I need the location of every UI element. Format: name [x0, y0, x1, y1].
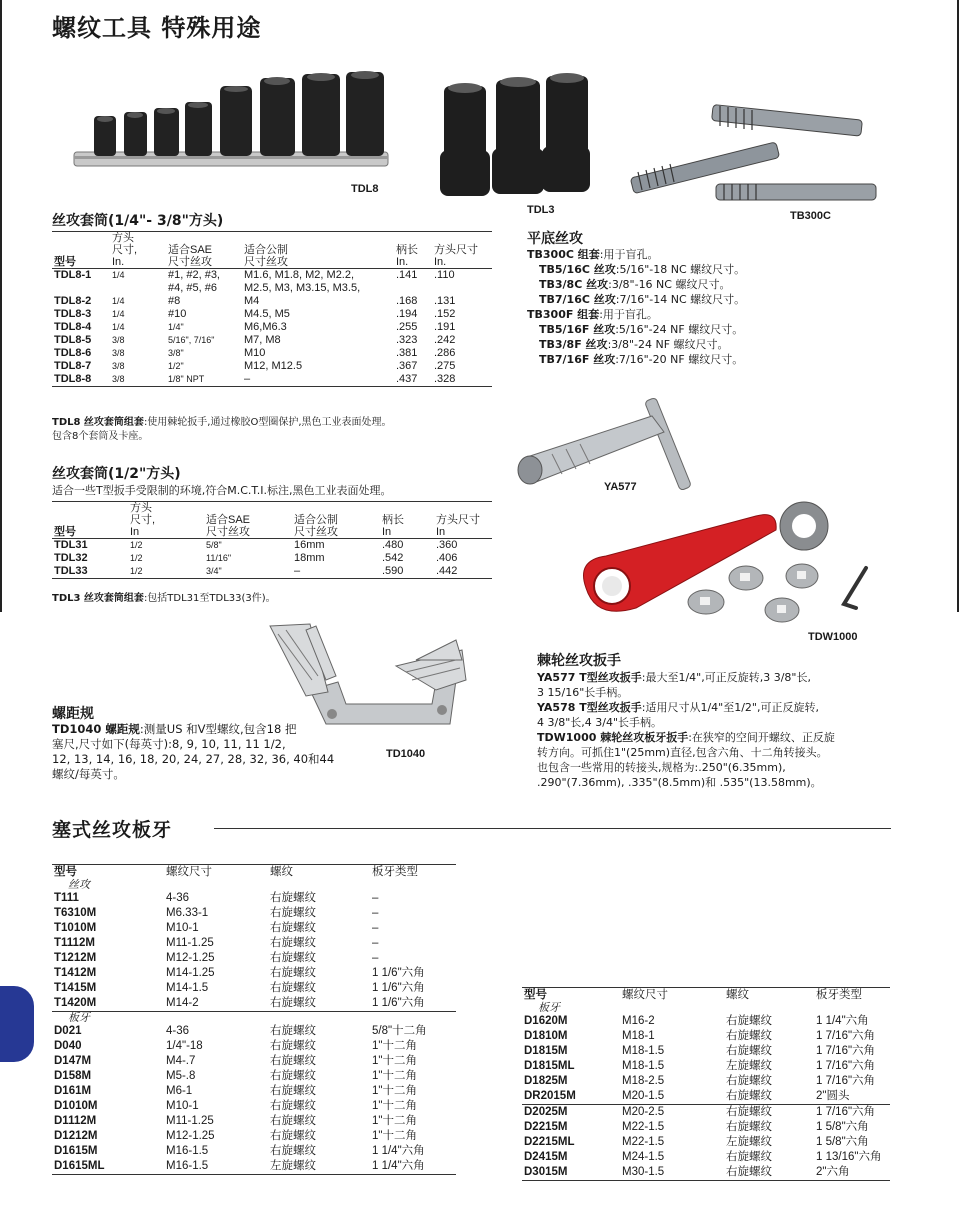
tb300c-label: TB300C	[790, 210, 831, 222]
table-row: D2215ML M22-1.5 左旋螺纹 1 5/8"六角	[524, 1136, 869, 1148]
table-row: D1615ML M16-1.5 左旋螺纹 1 1/4"六角	[52, 1159, 456, 1175]
table-row: TDL8-8 3/8 1/8" NPT – .437 .328	[52, 373, 492, 387]
section-rule	[214, 828, 891, 829]
tdl3-socket-set-image	[440, 72, 590, 200]
tdw1000-ratchet-wrench-image	[566, 500, 876, 630]
section-title-plug-taps-dies: 塞式丝攻板牙	[52, 819, 173, 841]
tdl8-spec-table	[52, 231, 492, 387]
tdl3-set-note: TDL3 丝攻套筒组套:包括TDL31至TDL33(3件)。	[52, 593, 276, 604]
table-row: D1815ML M18-1.5 左旋螺纹 1 7/16"六角	[524, 1060, 876, 1072]
table-row: D1815M M18-1.5 右旋螺纹 1 7/16"六角	[524, 1045, 876, 1057]
col-thread: 螺纹	[726, 989, 749, 1001]
table-row: D2025M M20-2.5 右旋螺纹 1 7/16"六角	[522, 1105, 890, 1121]
table-row: T1415M M14-1.5 右旋螺纹 1 1/6"六角	[54, 982, 425, 994]
tdl3-spec-table	[52, 501, 492, 579]
ya577-t-wrench-image	[512, 386, 732, 496]
table-row: D1112M M11-1.25 右旋螺纹 1"十二角	[54, 1115, 417, 1127]
table-header-row	[52, 232, 492, 269]
col-sae: 适合SAE 尺寸丝攻	[206, 514, 251, 538]
table-header-row	[52, 502, 492, 539]
bottoming-line: TB7/16C 丝攻:7/16"-14 NC 螺纹尺寸。	[539, 293, 746, 306]
bottoming-line: TB3/8F 丝攻:3/8"-24 NF 螺纹尺寸。	[539, 338, 729, 351]
group-label-row: 丝攻	[68, 879, 90, 891]
col-drive: 方头 尺寸, In	[130, 502, 156, 538]
table-row: T1212M M12-1.25 右旋螺纹 –	[54, 952, 379, 964]
bottoming-list	[527, 247, 927, 367]
bottoming-line: TB5/16C 丝攻:5/16"-18 NC 螺纹尺寸。	[539, 263, 746, 276]
table-row: D040 1/4"-18 右旋螺纹 1"十二角	[54, 1040, 417, 1052]
table-row: D1010M M10-1 右旋螺纹 1"十二角	[54, 1100, 417, 1112]
col-sae: 适合SAE 尺寸丝攻	[168, 244, 213, 268]
table-row: TDL32 1/2 11/16" 18mm .542 .406	[54, 552, 458, 564]
table-row: DR2015M M20-1.5 右旋螺纹 2"圆头	[524, 1090, 850, 1102]
page-frame-left	[0, 0, 2, 612]
col-die-type: 板牙类型	[816, 989, 862, 1001]
col-model: 型号	[54, 526, 76, 538]
bottoming-line: TB300F 组套:用于盲孔。	[527, 308, 658, 321]
section-title-bottoming: 平底丝攻	[527, 231, 583, 247]
section-title-pitch-gauge: 螺距规	[52, 706, 94, 722]
table-row: D2215M M22-1.5 右旋螺纹 1 5/8"六角	[524, 1121, 869, 1133]
table-row: TDL8-4 1/4 1/4" M6,M6.3 .255 .191	[54, 321, 456, 333]
table-row: D1615M M16-1.5 右旋螺纹 1 1/4"六角	[54, 1145, 425, 1157]
tdl8-socket-set-image	[72, 68, 392, 184]
col-square: 方头尺寸 In	[436, 514, 480, 538]
tdw1000-label: TDW1000	[808, 631, 858, 643]
table-row: D1825M M18-2.5 右旋螺纹 1 7/16"六角	[524, 1075, 876, 1087]
table-row: TDL8-7 3/8 1/2" M12, M12.5 .367 .275	[54, 360, 456, 372]
table-row: TDL31 1/2 5/8" 16mm .480 .360	[52, 539, 492, 553]
section-title-ratchet: 棘轮丝攻扳手	[537, 653, 621, 669]
col-thread-size: 螺纹尺寸	[166, 866, 212, 878]
col-shank: 柄长 In	[382, 514, 404, 538]
col-model: 型号	[54, 866, 77, 878]
col-thread: 螺纹	[270, 866, 293, 878]
section-title-tdl3: 丝攻套筒(1/2"方头)	[52, 466, 181, 482]
table-row: D1620M M16-2 右旋螺纹 1 1/4"六角	[524, 1015, 869, 1027]
plug-table-right	[522, 987, 890, 1181]
bottoming-line: TB7/16F 丝攻:7/16"-20 NF 螺纹尺寸。	[539, 353, 744, 366]
group-label-row: 板牙	[52, 1012, 456, 1025]
table-row: TDL8-5 3/8 5/16", 7/16" M7, M8 .323 .242	[54, 334, 456, 346]
bottoming-line: TB300C 组套:用于盲孔。	[527, 248, 659, 261]
table-row: D1810M M18-1 右旋螺纹 1 7/16"六角	[524, 1030, 876, 1042]
table-row: D1212M M12-1.25 右旋螺纹 1"十二角	[54, 1130, 417, 1142]
tdl3-intro: 适合一些T型扳手受限制的环境,符合M.C.T.I.标注,黑色工业表面处理。	[52, 484, 392, 497]
bottoming-line: TB3/8C 丝攻:3/8"-16 NC 螺纹尺寸。	[539, 278, 731, 291]
table-row: T1412M M14-1.25 右旋螺纹 1 1/6"六角	[54, 967, 425, 979]
tdl8-label: TDL8	[351, 183, 379, 195]
col-square: 方头尺寸 In.	[434, 244, 478, 268]
table-row: D021 4-36 右旋螺纹 5/8"十二角	[54, 1025, 427, 1037]
col-metric: 适合公制 尺寸丝攻	[244, 244, 288, 268]
td1040-label: TD1040	[386, 748, 426, 760]
col-model: 型号	[54, 256, 76, 268]
tdl8-set-note: TDL8 丝攻套筒组套:使用棘轮扳手,通过橡胶O型圈保护,黑色工业表面处理。 包含8个套筒及卡座。	[52, 417, 392, 442]
table-row: TDL8-2 1/4 #8 M4 .168 .131	[54, 295, 456, 307]
bottoming-line: TB5/16F 丝攻:5/16"-24 NF 螺纹尺寸。	[539, 323, 744, 336]
col-die-type: 板牙类型	[372, 866, 418, 878]
table-header-row	[522, 988, 890, 1003]
col-drive: 方头 尺寸, In.	[112, 232, 138, 268]
table-row: T111 4-36 右旋螺纹 –	[54, 892, 379, 904]
ratchet-description: YA577 T型丝攻扳手:最大至1/4",可正反旋转,3 3/8"长, 3 15/16"长手柄。 YA578 T型丝攻扳手:适用尺寸从1/4"至1/2",可正反旋转, 4 3/8"长,4 3/4"长手柄。 TDW1000 棘轮丝攻板牙扳手:在狭窄的空间开螺纹、正反旋 转方向。可抓住1"(25mm)直径,包含六角、十二角转接头。 也包含一些常用的转接头,规格为:.250"(6.35mm), .290"(7.36mm), .335"(8.5mm)和 .535"(13.58mm)。	[537, 671, 835, 789]
table-header-row	[52, 865, 456, 880]
table-row: T1420M M14-2 右旋螺纹 1 1/6"六角	[54, 997, 425, 1009]
ya577-label: YA577	[604, 481, 637, 493]
pitch-gauge-description: TD1040 螺距规:测量US 和V型螺纹,包含18 把 塞尺,尺寸如下(每英寸):8, 9, 10, 11, 11 1/2, 12, 13, 14, 16, 18, 20, 24, 27, 28, 32, 36, 40和44 螺纹/每英寸。	[52, 722, 335, 781]
table-row: TDL8-1 1/4 #1, #2, #3, #4, #5, #6 M1.6, M1.8, M2, M2.2, M2.5, M3, M3.15, M3.5, .141 .110	[52, 269, 492, 296]
col-thread-size: 螺纹尺寸	[622, 989, 668, 1001]
table-row: D147M M4-.7 右旋螺纹 1"十二角	[54, 1055, 417, 1067]
page-title: 螺纹工具 特殊用途	[52, 14, 262, 42]
table-row: T6310M M6.33-1 右旋螺纹 –	[54, 907, 379, 919]
table-row: D3015M M30-1.5 右旋螺纹 2"六角	[522, 1165, 890, 1181]
tdl3-label: TDL3	[527, 204, 555, 216]
col-metric: 适合公制 尺寸丝攻	[294, 514, 338, 538]
section-tab-marker	[0, 986, 34, 1062]
table-row: T1112M M11-1.25 右旋螺纹 –	[54, 937, 379, 949]
table-row: D158M M5-.8 右旋螺纹 1"十二角	[54, 1070, 417, 1082]
plug-table-left	[52, 864, 456, 1175]
group-label-row: 板牙	[538, 1002, 560, 1014]
table-row: D2415M M24-1.5 右旋螺纹 1 13/16"六角	[524, 1151, 882, 1163]
table-row: TDL33 1/2 3/4" – .590 .442	[52, 565, 492, 579]
table-row: T1010M M10-1 右旋螺纹 –	[54, 922, 379, 934]
table-row: TDL8-6 3/8 3/8" M10 .381 .286	[54, 347, 456, 359]
col-model: 型号	[524, 989, 547, 1001]
tb300c-taps-image	[624, 98, 880, 210]
section-title-tdl8: 丝攻套筒(1/4"- 3/8"方头)	[52, 213, 224, 229]
col-shank: 柄长 In.	[396, 244, 418, 268]
table-row: TDL8-3 1/4 #10 M4.5, M5 .194 .152	[54, 308, 456, 320]
table-row: D161M M6-1 右旋螺纹 1"十二角	[54, 1085, 417, 1097]
